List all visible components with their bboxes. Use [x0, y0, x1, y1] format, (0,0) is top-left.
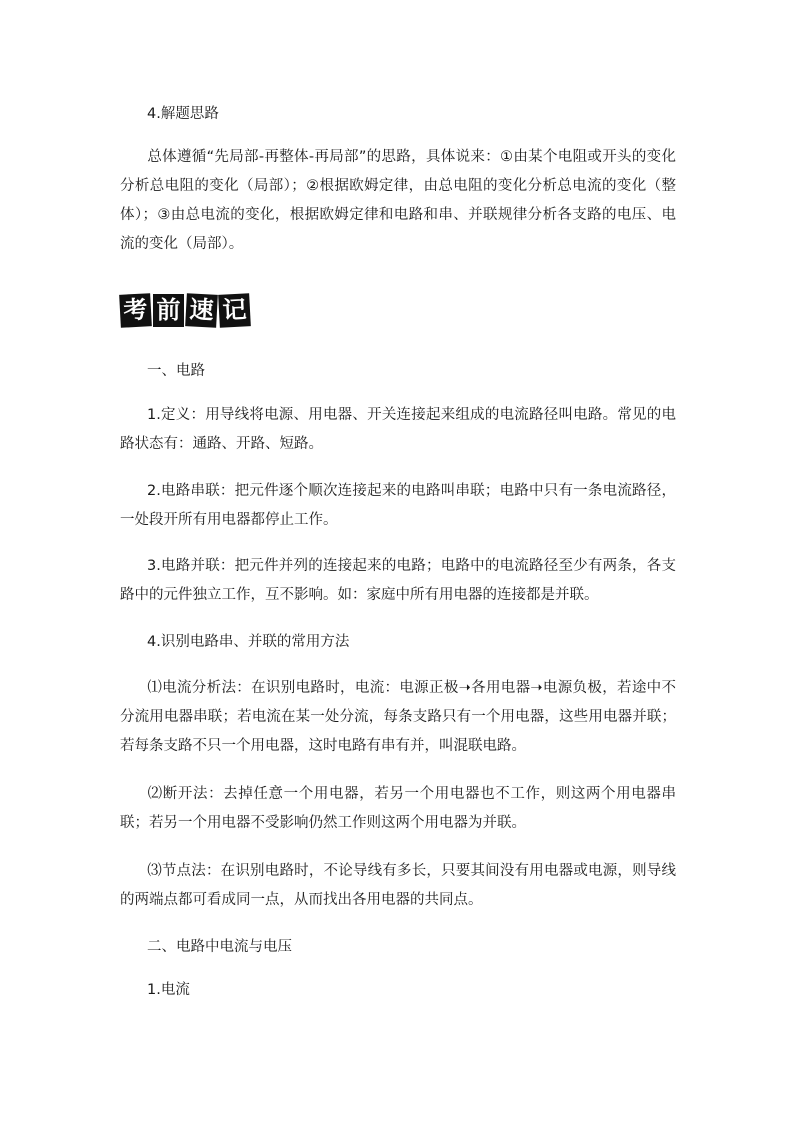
current-heading: 1.电流 [147, 982, 190, 998]
definition-item [120, 401, 676, 459]
part-two-heading: 二、电路中电流与电压 [147, 939, 292, 955]
solution-paragraph [120, 143, 676, 259]
review-banner [120, 294, 250, 327]
banner-char-1: 考 [119, 293, 152, 328]
solution-heading: 4.解题思路 [147, 106, 219, 122]
method-current-analysis [120, 674, 676, 761]
banner-char-3: 速 [185, 293, 218, 328]
part-one-heading: 一、电路 [147, 363, 205, 379]
definition-text: 1.定义：用导线将电源、用电器、开关连接起来组成的电流路径叫电路。常见的电路状态有：通路、开路、短路。 [120, 407, 676, 452]
method-current-analysis-text: ⑴电流分析法：在识别电路时，电流：电源正极➝各用电器➝电源负极，若途中不分流用电器串联；若电流在某一处分流，每条支路只有一个用电器，这些用电器并联；若每条支路不只一个用电器，这时电路有串有并，叫混联电路。 [120, 680, 676, 754]
banner-char-4: 记 [218, 293, 251, 328]
parallel-text: 3.电路并联：把元件并列的连接起来的电路；电路中的电流路径至少有两条，各支路中的元件独立工作，互不影响。如：家庭中所有用电器的连接都是并联。 [120, 558, 676, 603]
method-node-text: ⑶节点法：在识别电路时，不论导线有多长，只要其间没有用电器或电源，则导线的两端点都可看成同一点，从而找出各用电器的共同点。 [120, 863, 676, 908]
identify-heading: 4.识别电路串、并联的常用方法 [147, 634, 350, 650]
method-disconnect-text: ⑵断开法：去掉任意一个用电器，若另一个用电器也不工作，则这两个用电器串联；若另一个用电器不受影响仍然工作则这两个用电器为并联。 [120, 786, 676, 831]
series-item [120, 477, 676, 535]
solution-paragraph-text: 总体遵循“先局部-再整体-再局部”的思路，具体说来：①由某个电阻或开头的变化分析总电阻的变化（局部）；②根据欧姆定律，由总电阻的变化分析总电流的变化（整体）；③由总电流的变化，根据欧姆定律和电路和串、并联规律分析各支路的电压、电流的变化（局部）。 [120, 149, 676, 252]
method-node [120, 857, 676, 915]
method-disconnect [120, 780, 676, 838]
series-text: 2.电路串联：把元件逐个顺次连接起来的电路叫串联；电路中只有一条电流路径，一处段开所有用电器都停止工作。 [120, 483, 676, 528]
parallel-item [120, 552, 676, 610]
banner-char-2: 前 [153, 294, 184, 327]
